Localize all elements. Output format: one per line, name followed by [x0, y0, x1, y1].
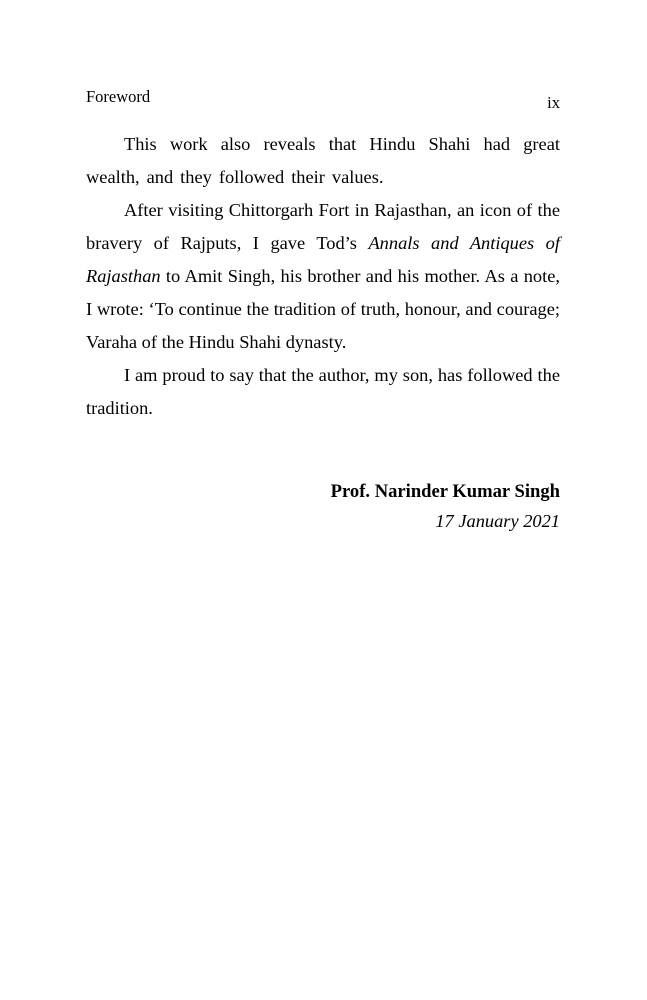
running-head: [86, 82, 560, 112]
paragraph-2-segment-3: to Amit Singh, his brother and his mother. As a note, I wrote: ‘To continue the tradition of truth, honour, and courage; Varaha of the Hindu Shahi dynasty.: [86, 266, 560, 352]
signature-name: Prof. Narinder Kumar Singh: [330, 481, 560, 502]
page-number: ix: [547, 93, 560, 112]
paragraph-2: [86, 194, 560, 359]
paragraph-1: This work also reveals that Hindu Shahi had great wealth, and they followed their values.: [86, 134, 560, 187]
body-text: [86, 128, 560, 425]
paragraph-2-segment-1: After visiting Chittorgarh Fort in Rajasthan, an icon of the bravery of Rajputs, I gave Tod’s: [86, 200, 560, 253]
page-content: [86, 82, 560, 536]
paragraph-3: I am proud to say that the author, my son, has followed the tradition.: [86, 365, 560, 418]
signature-date: 17 January 2021: [435, 511, 560, 531]
signature-block: [86, 477, 560, 536]
running-head-title: Foreword: [86, 87, 151, 106]
book-title-italic: Annals and Antiques of Rajasthan: [86, 233, 560, 286]
